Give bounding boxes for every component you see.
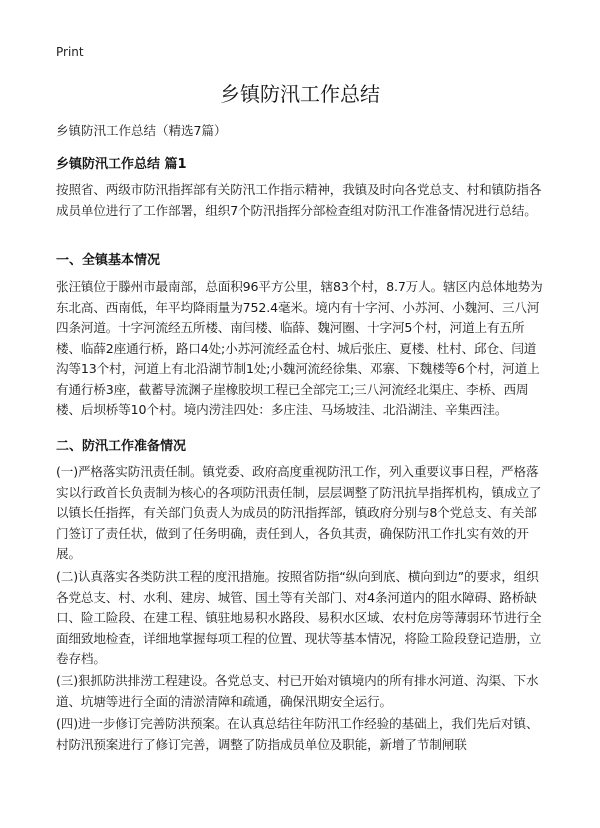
section2-item2-paragraph: (二)认真落实各类防洪工程的度汛措施。按照省防指“纵向到底、横向到边”的要求，组织各党总支、村、水利、建房、城管、国土等有关部门、对4条河道内的阻水障碍、路桥缺口、险工险段、在建工程、镇驻地易积水路段、易积水区域、农村危房等薄弱环节进行全面细致地检查，详细地掌握每项工程的位置、现状等基本情况，将险工险段登记造册，立卷存档。	[56, 569, 542, 666]
print-link[interactable]: Print	[56, 45, 84, 59]
section2-item3-paragraph: (三)狠抓防洪排涝工程建设。各党总支、村已开始对镇境内的所有排水河道、沟渠、下水道、坑塘等进行全面的清淤清障和疏通，确保汛期安全运行。	[56, 673, 539, 709]
section2-heading: 二、防汛工作准备情况	[56, 439, 187, 454]
section1-heading: 一、全镇基本情况	[56, 253, 161, 268]
section1-paragraph: 张汪镇位于滕州市最南部，总面积96平方公里，辖83个村，8.7万人。辖区内总体地势为东北高、西南低，年平均降雨量为752.4毫米。境内有十字河、小苏河、小魏河、三八河四条河道。十字河流经五所楼、南闫楼、临薛、魏河圈、十字河5个村，河道上有五所楼、临薛2座通行桥，路口4处;小苏河流经孟仓村、城后张庄、夏楼、杜村、邱仓、闫道沟等13个村，河道上有北沿湖节制1处;小魏河流经徐集、邓寨、下魏楼等6个村，河道上有通行桥3座，截蓄导流渊子崖橡胶坝工程已全部完工;三八河流经北渠庄、李桥、西周楼、后坝桥等10个村。境内涝洼四处：多庄洼、马场坡洼、北沿湖洼、辛集西洼。	[56, 279, 543, 417]
section2-item4-paragraph: (四)进一步修订完善防洪预案。在认真总结往年防汛工作经验的基础上，我们先后对镇、村防汛预案进行了修订完善，调整了防指成员单位及职能，新增了节制闸联	[56, 716, 539, 752]
document-subtitle: 乡镇防汛工作总结（精选7篇）	[56, 123, 227, 138]
section2-item1-paragraph: (一)严格落实防汛责任制。镇党委、政府高度重视防汛工作，列入重要议事日程，严格落实以行政首长负责制为核心的各项防汛责任制，层层调整了防汛抗旱指挥机构，镇成立了以镇长任指挥，有关部门负责人为成员的防汛指挥部，镇政府分别与8个党总支、有关部门签订了责任状，做到了任务明确，责任到人，各负其责，确保防汛工作扎实有效的开展。	[56, 464, 542, 561]
part1-heading: 乡镇防汛工作总结 篇1	[56, 157, 187, 172]
document-title: 乡镇防汛工作总结	[220, 82, 380, 106]
intro-paragraph: 按照省、两级市防汛指挥部有关防汛工作指示精神，我镇及时向各党总支、村和镇防指各成员单位进行了工作部署，组织7个防汛指挥分部检查组对防汛工作准备情况进行总结。	[56, 182, 542, 218]
